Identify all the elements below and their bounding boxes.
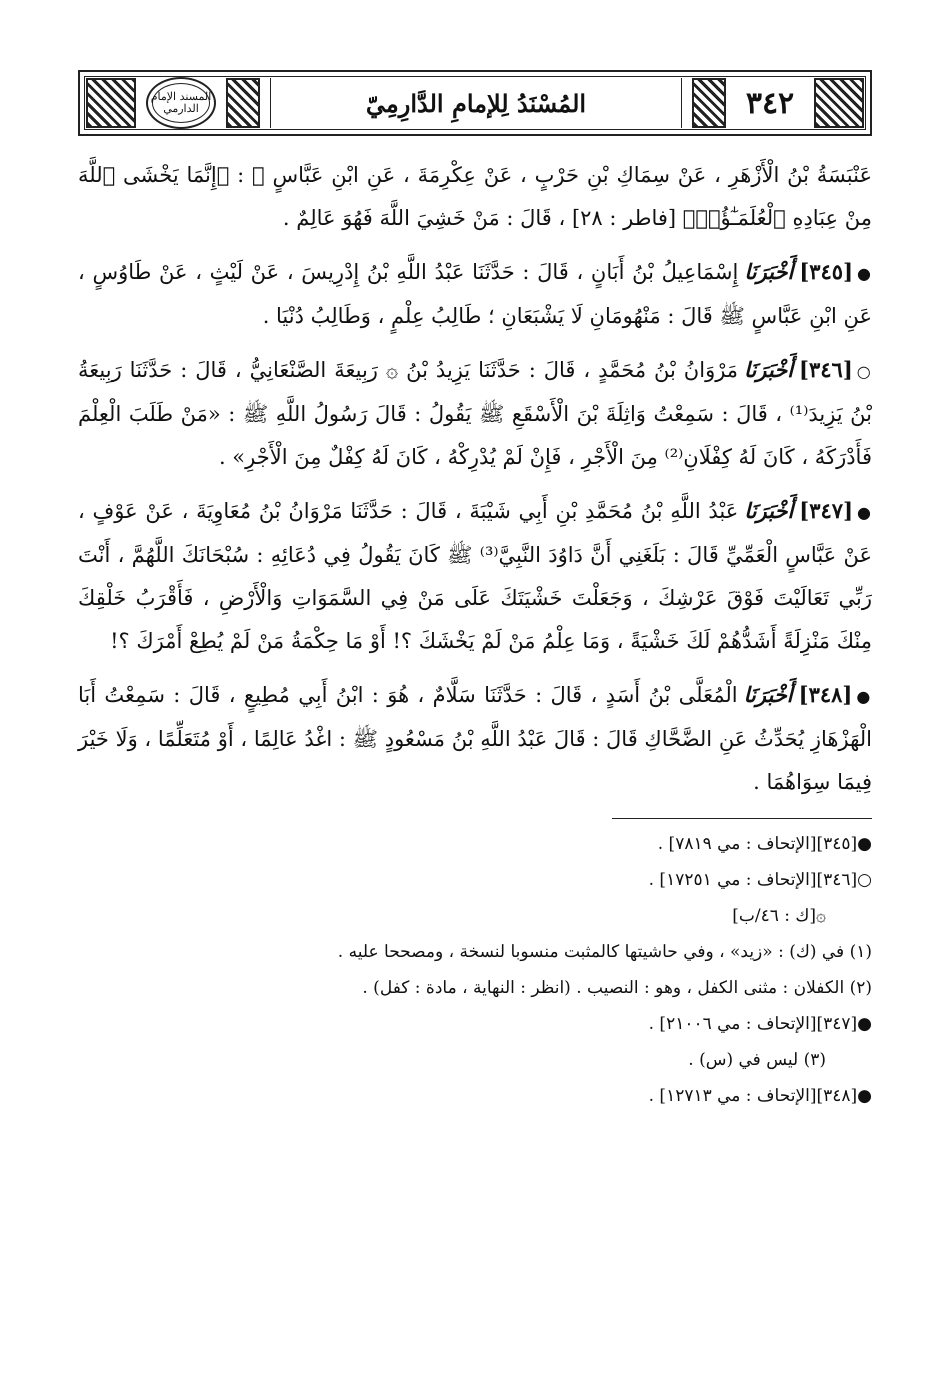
ornament-left-icon [86,78,136,128]
hadith-number: [٣٤٥] [799,259,854,284]
footnote: ○[٣٤٦][الإتحاف : مي ١٧٢٥١] . [648,870,872,890]
hadith-marker: ● [857,503,873,522]
page-header [78,70,872,136]
hadith-paragraph [78,348,872,479]
hadith-number: [٣٤٨] [798,682,853,707]
footnote: (٢) الكفلان : مثنى الكفل ، وهو : النصيب . (انظر : النهاية ، مادة : كفل) . [362,978,872,998]
ornament-right-icon [814,78,864,128]
footnotes [78,829,872,1111]
hadith-text: الْمُعَلَّى بْنُ أَسَدٍ ، قَالَ : حَدَّثَنَا سَلَّامٌ ، هُوَ : ابْنُ أَبِي مُطِيعٍ ، قَالَ : سَمِعْتُ أَبَا الْهَزْهَازِ يُحَدِّثُ عَنِ الضَّحَّاكِ قَالَ : قَالَ عَبْدُ اللَّهِ بْنُ مَسْعُودٍ ﷺ : اغْدُ عَالِمًا ، أَوْ مُتَعَلِّمًا ، وَلَا خَيْرَ فِيمَا سِوَاهُمَا . [78,683,872,794]
hadith-paragraph [78,250,872,338]
hadith-marker: ○ [856,362,872,381]
footnote: ●[٣٤٨][الإتحاف : مي ١٢٧١٣] . [648,1086,872,1106]
hadith-text: إِسْمَاعِيلُ بْنُ أَبَانٍ ، قَالَ : حَدَّثَنَا عَبْدُ اللَّهِ بْنُ إِدْرِيسَ ، عَنْ لَيْثٍ ، عَنْ طَاوُسٍ ، عَنِ ابْنِ عَبَّاسٍ ﷺ قَالَ : مَنْهُومَانِ لَا يَشْبَعَانِ ؛ طَالِبُ عِلْمٍ ، وَطَالِبُ دُنْيَا . [78,260,872,328]
footnote: (٣) ليس في (س) . [688,1050,826,1070]
running-title: المُسْنَدُ لِلإمامِ الدَّارِمِيّ [365,88,587,118]
book-page [78,70,872,1340]
hadith-text: عَبْدُ اللَّهِ بْنُ مُحَمَّدِ بْنِ أَبِي شَيْبَةَ ، قَالَ : حَدَّثَنَا مَرْوَانُ بْنُ مُعَاوِيَةَ ، عَنْ عَوْفٍ ، عَنْ عَبَّاسٍ الْعَمِّيِّ قَالَ : بَلَغَنِي أَنَّ دَاوُدَ النَّبِيَّ⁽³⁾ ﷺ كَانَ يَقُولُ فِي دُعَائِهِ : سُبْحَانَكَ اللَّهُمَّ ، أَنْتَ رَبِّي تَعَالَيْتَ فَوْقَ عَرْشِكَ ، وَجَعَلْتَ خَشْيَتَكَ عَلَى مَنْ فِي السَّمَوَاتِ وَالْأَرْضِ ، فَأَقْرَبُ خَلْقِكَ مِنْكَ مَنْزِلَةً أَشَدُّهُمْ لَكَ خَشْيَةً ، وَمَا عِلْمُ مَنْ لَمْ يَخْشَكَ ؟! أَوْ مَا حِكْمَةُ مَنْ لَمْ يُطِعْ أَمْرَكَ ؟! [78,499,872,653]
hadith-marker: ● [856,687,873,706]
footnote-separator [612,818,872,819]
footnote: ●[٣٤٥][الإتحاف : مي ٧٨١٩] . [657,834,872,854]
hadith-marker: ● [857,264,872,283]
main-text [78,154,872,804]
hadith-paragraph [78,489,872,663]
hadith-akhbarana: أَخْبَرَنَا [743,682,793,707]
medallion-text: المسند الإمام الدارمي [150,89,212,115]
footnote: (١) في (ك) : «زيد» ، وفي حاشيتها كالمثبت منسوبا لنسخة ، ومصححا عليه . [337,942,872,962]
ornament-divider-icon [692,78,726,128]
hadith-akhbarana: أَخْبَرَنَا [744,259,794,284]
page-number: ٣٤٢ [745,85,795,121]
hadith-number: [٣٤٧] [799,498,853,523]
footnote: ●[٣٤٧][الإتحاف : مي ٢١٠٠٦] . [648,1014,872,1034]
title-band [270,78,682,128]
hadith-akhbarana: أَخْبَرَنَا [744,498,794,523]
medallion-logo [146,77,216,129]
hadith-paragraph [78,154,872,240]
hadith-number: [٣٤٦] [799,357,853,382]
hadith-paragraph [78,673,872,804]
footnote: ۞[ك : ٤٦/ب] [732,906,826,926]
ornament-divider-icon [226,78,260,128]
hadith-akhbarana: أَخْبَرَنَا [744,357,794,382]
hadith-text: مَرْوَانُ بْنُ مُحَمَّدٍ ، قَالَ : حَدَّثَنَا يَزِيدُ بْنُ ۞ رَبِيعَةَ الصَّنْعَانِيُّ ، قَالَ : حَدَّثَنَا رَبِيعَةُ بْنُ يَزِيدَ⁽¹⁾ ، قَالَ : سَمِعْتُ وَاثِلَةَ بْنَ الْأَسْقَعِ ﷺ يَقُولُ : قَالَ رَسُولُ اللَّهِ ﷺ : «مَنْ طَلَبَ الْعِلْمَ فَأَدْرَكَهُ ، كَانَ لَهُ كِفْلَانِ⁽²⁾ مِنَ الْأَجْرِ ، فَإِنْ لَمْ يُدْرِكْهُ ، كَانَ لَهُ كِفْلٌ مِنَ الْأَجْرِ» . [78,358,872,469]
hadith-text: عَنْبَسَةُ بْنُ الْأَزْهَرِ ، عَنْ سِمَاكِ بْنِ حَرْبٍ ، عَنْ عِكْرِمَةَ ، عَنِ ابْنِ عَبَّاسٍ ﷺ : ﴿إِنَّمَا يَخْشَى ٱللَّهَ مِنْ عِبَادِهِ ٱلْعُلَمَـٰٓؤُا۟﴾ [فاطر : ٢٨] ، قَالَ : مَنْ خَشِيَ اللَّهَ فَهُوَ عَالِمٌ . [78,163,872,230]
